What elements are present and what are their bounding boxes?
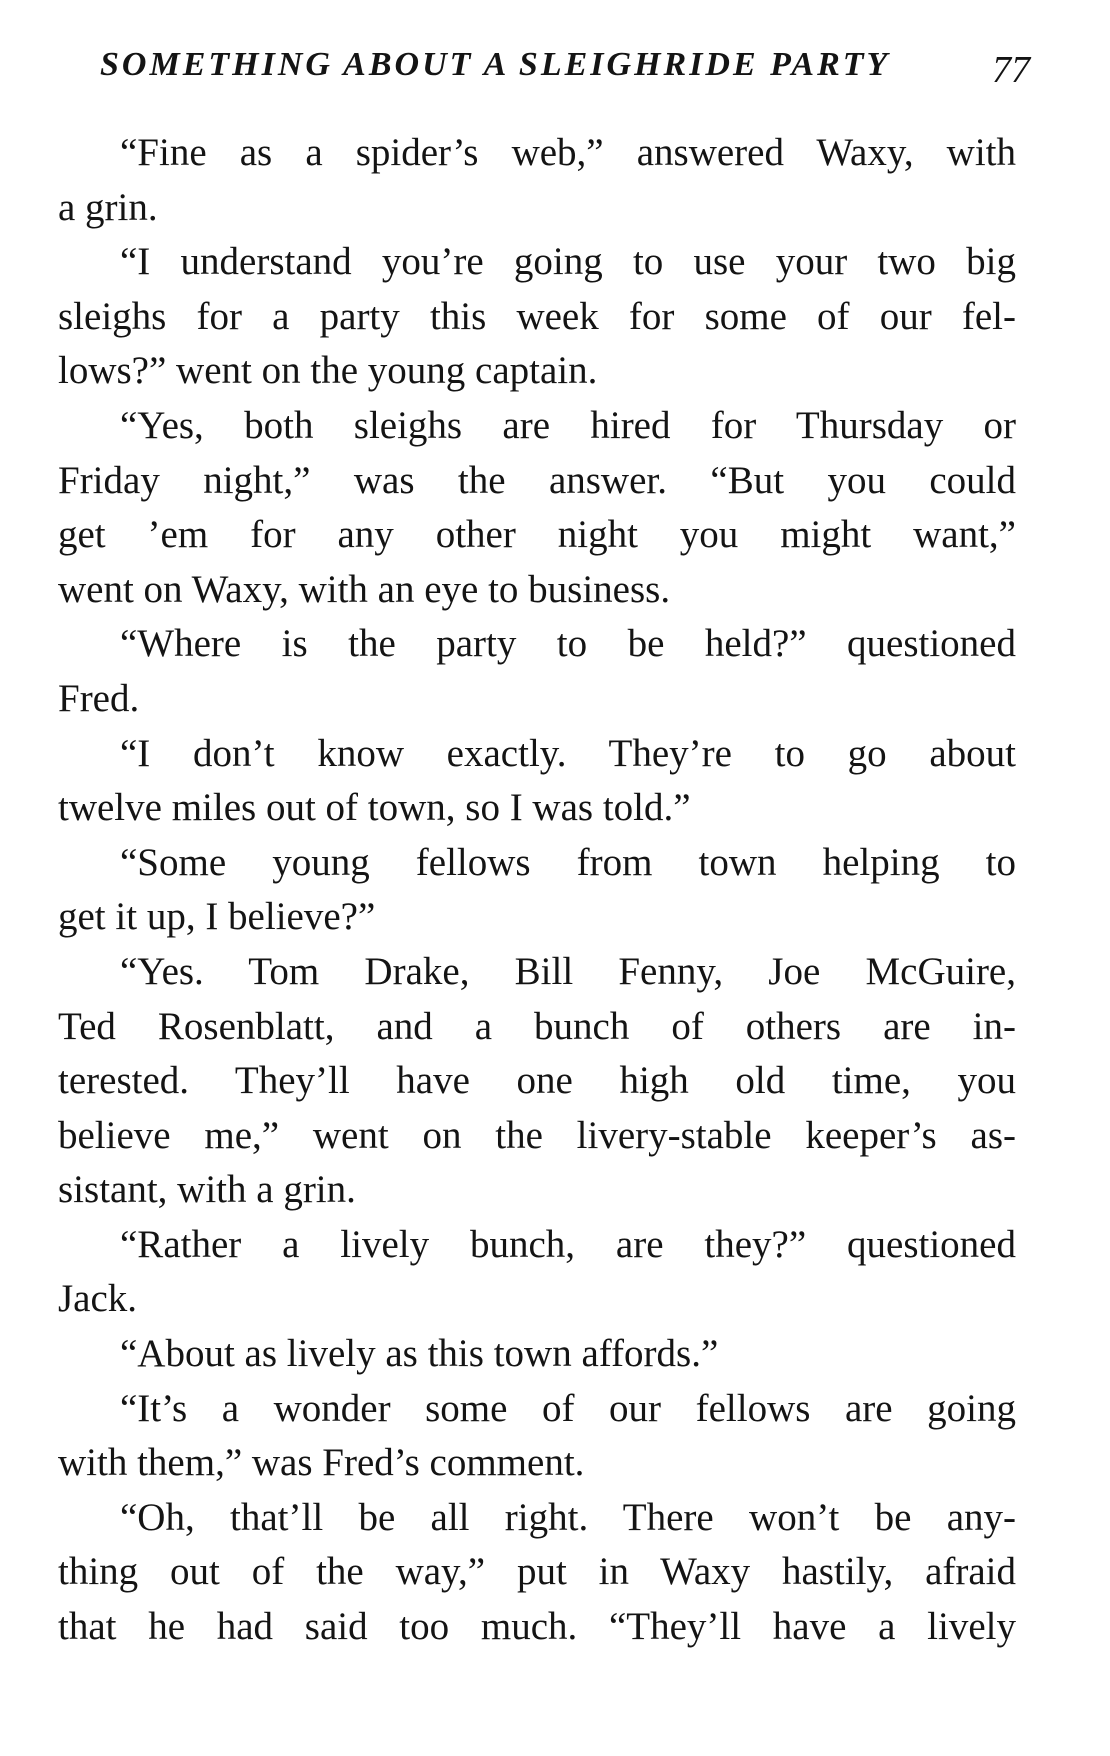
- text-line: Fred.: [58, 676, 140, 720]
- text-line: “About as lively as this town affords.”: [120, 1332, 719, 1376]
- text-line: believe me,” went on the livery-stable keeper’s as-: [58, 1113, 1016, 1157]
- text-line: a grin.: [58, 185, 158, 229]
- text-line: sleighs for a party this week for some of our fel-: [58, 294, 1016, 338]
- text-line: “I don’t know exactly. They’re to go about: [120, 731, 1016, 775]
- text-line: sistant, with a grin.: [58, 1168, 356, 1212]
- text-line: with them,” was Fred’s comment.: [58, 1441, 585, 1485]
- text-line: twelve miles out of town, so I was told.”: [58, 786, 691, 830]
- text-line: terested. They’ll have one high old time, you: [58, 1059, 1016, 1103]
- text-line: Friday night,” was the answer. “But you could: [58, 458, 1016, 502]
- text-line: “Yes, both sleighs are hired for Thursday or: [120, 403, 1016, 447]
- text-line: lows?” went on the young captain.: [58, 349, 598, 393]
- text-line: “It’s a wonder some of our fellows are going: [120, 1386, 1016, 1430]
- text-line: Jack.: [58, 1277, 138, 1321]
- text-line: “Fine as a spider’s web,” answered Waxy, with: [120, 131, 1016, 174]
- running-title: SOMETHING ABOUT A SLEIGHRIDE PARTY: [100, 46, 891, 83]
- text-line: Ted Rosenblatt, and a bunch of others are in-: [58, 1004, 1016, 1048]
- page-number: 77: [992, 49, 1030, 91]
- text-line: get ’em for any other night you might want,”: [58, 513, 1016, 557]
- body-text: [58, 126, 1016, 1655]
- running-head: [100, 42, 1030, 102]
- text-line: “Oh, that’ll be all right. There won’t be any-: [120, 1495, 1016, 1539]
- text-line: get it up, I believe?”: [58, 895, 376, 939]
- text-line: “I understand you’re going to use your two big: [120, 240, 1016, 284]
- text-line: went on Waxy, with an eye to business.: [58, 567, 671, 611]
- text-line: “Rather a lively bunch, are they?” questioned: [120, 1222, 1016, 1266]
- text-line: that he had said too much. “They’ll have a lively: [58, 1605, 1016, 1649]
- text-line: “Where is the party to be held?” questioned: [120, 622, 1016, 666]
- text-line: “Yes. Tom Drake, Bill Fenny, Joe McGuire,: [120, 949, 1016, 993]
- text-line: thing out of the way,” put in Waxy hastily, afraid: [58, 1550, 1016, 1594]
- text-line: “Some young fellows from town helping to: [120, 840, 1016, 884]
